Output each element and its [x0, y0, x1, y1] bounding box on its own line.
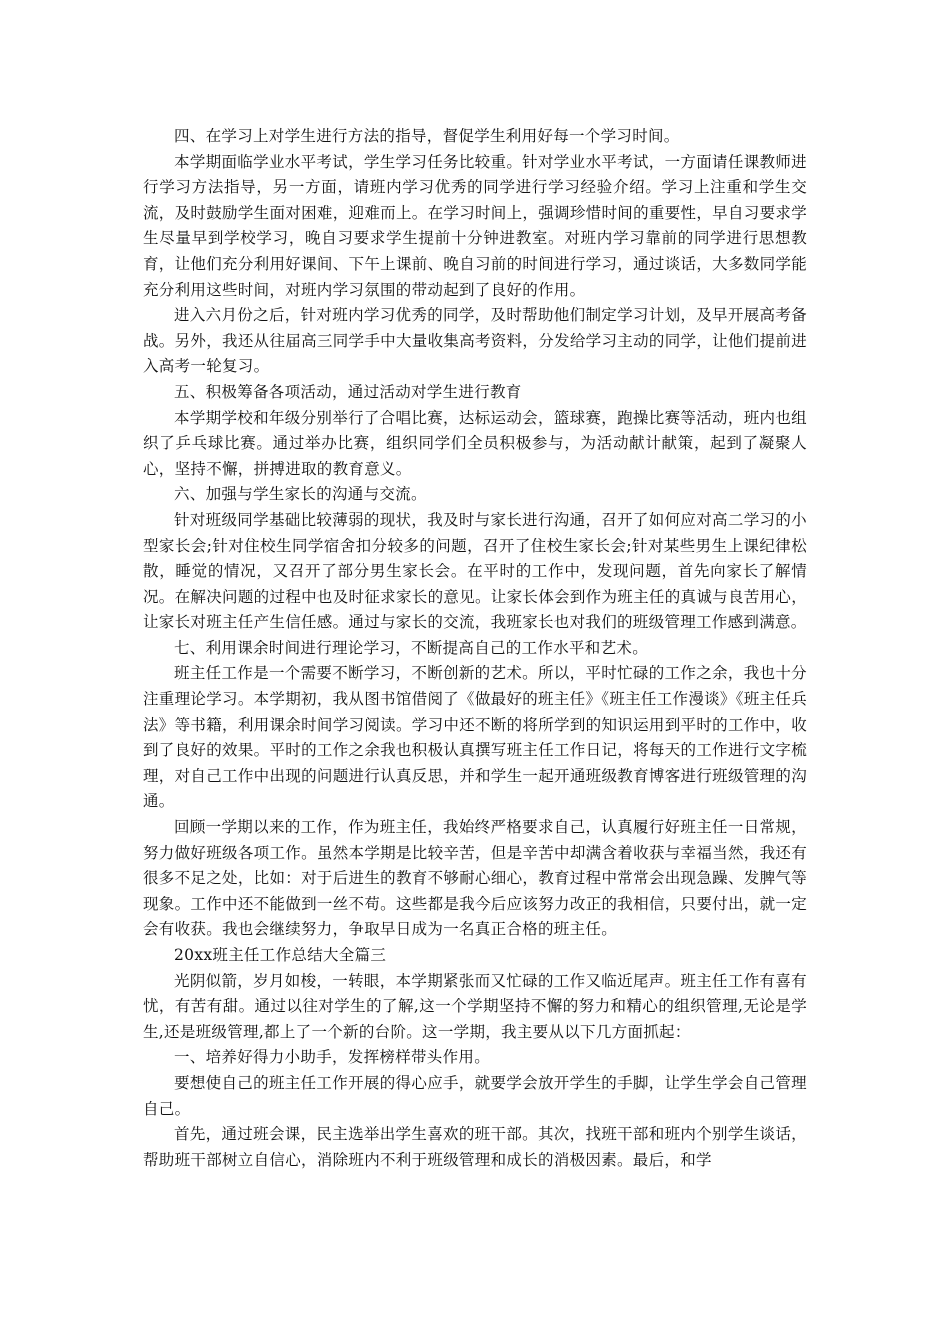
- paragraph: 班主任工作是一个需要不断学习，不断创新的艺术。所以，平时忙碌的工作之余，我也十分注重理论学习。本学期初，我从图书馆借阅了《做最好的班主任》《班主任工作漫谈》《班主任兵法》等书籍，利用课余时间学习阅读。学习中还不断的将所学到的知识运用到平时的工作中，收到了良好的效果。平时的工作之余我也积极认真撰写班主任工作日记，将每天的工作进行文字梳理，对自己工作中出现的问题进行认真反思，并和学生一起开通班级教育博客进行班级管理的沟通。: [143, 664, 807, 811]
- paragraph: 本学期学校和年级分别举行了合唱比赛，达标运动会，篮球赛，跑操比赛等活动，班内也组织了乒乓球比赛。通过举办比赛，组织同学们全员积极参与，为活动献计献策，起到了凝聚人心，坚持不懈，拼搏进取的教育意义。: [143, 408, 807, 478]
- paragraph: 本学期面临学业水平考试，学生学习任务比较重。针对学业水平考试，一方面请任课教师进行学习方法指导，另一方面，请班内学习优秀的同学进行学习经验介绍。学习上注重和学生交流，及时鼓励学生面对困难，迎难而上。在学习时间上，强调珍惜时间的重要性，早自习要求学生尽量早到学校学习，晚自习要求学生提前十分钟进教室。对班内学习靠前的同学进行思想教育，让他们充分利用好课间、下午上课前、晚自习前的时间进行学习，通过谈话，大多数同学能充分利用这些时间，对班内学习氛围的带动起到了良好的作用。: [143, 152, 807, 299]
- paragraph: 首先，通过班会课，民主选举出学生喜欢的班干部。其次，找班干部和班内个别学生谈话，帮助班干部树立自信心，消除班内不利于班级管理和成长的消极因素。最后，和学: [143, 1125, 807, 1169]
- paragraph: 回顾一学期以来的工作，作为班主任，我始终严格要求自己，认真履行好班主任一日常规，努力做好班级各项工作。虽然本学期是比较辛苦，但是辛苦中却满含着收获与幸福当然，我还有很多不足之处，比如：对于后进生的教育不够耐心细心，教育过程中常常会出现急躁、发脾气等现象。工作中还不能做到一丝不苟。这些都是我今后应该努力改正的我相信，只要付出，就一定会有收获。我也会继续努力，争取早日成为一名真正合格的班主任。: [143, 818, 807, 939]
- paragraph: 要想使自己的班主任工作开展的得心应手，就要学会放开学生的手脚，让学生学会自己管理自己。: [143, 1073, 807, 1118]
- paragraph: 针对班级同学基础比较薄弱的现状，我及时与家长进行沟通，召开了如何应对高二学习的小型家长会;针对住校生同学宿舍扣分较多的问题，召开了住校生家长会;针对某些男生上课纪律松散，睡觉的情况，又召开了部分男生家长会。在平时的工作中，发现问题，首先向家长了解情况。在解决问题的过程中也及时征求家长的意见。让家长体会到作为班主任的真诚与良苦用心，让家长对班主任产生信任感。通过与家长的交流，我班家长也对我们的班级管理工作感到满意。: [143, 510, 807, 632]
- section-heading-4: 四、在学习上对学生进行方法的指导，督促学生利用好每一个学习时间。: [174, 127, 680, 145]
- article-title: 20xx班主任工作总结大全篇三: [174, 946, 387, 964]
- paragraph: 光阴似箭，岁月如梭，一转眼，本学期紧张而又忙碌的工作又临近尾声。班主任工作有喜有忧，有苦有甜。通过以往对学生的了解,这一个学期坚持不懈的努力和精心的组织管理,无论是学生,还是班级管理,都上了一个新的台阶。这一学期，我主要从以下几方面抓起：: [143, 971, 807, 1041]
- paragraph: 进入六月份之后，针对班内学习优秀的同学，及时帮助他们制定学习计划，及早开展高考备战。另外，我还从往届高三同学手中大量收集高考资料，分发给学习主动的同学，让他们提前进入高考一轮复习。: [143, 306, 807, 376]
- section-heading-5: 五、积极筹备各项活动，通过活动对学生进行教育: [174, 382, 522, 401]
- document-body: [143, 124, 807, 1173]
- section-heading-1: 一、培养好得力小助手，发挥榜样带头作用。: [174, 1048, 491, 1067]
- section-heading-6: 六、加强与学生家长的沟通与交流。: [174, 485, 427, 504]
- section-heading-7: 七、利用课余时间进行理论学习，不断提高自己的工作水平和艺术。: [174, 638, 649, 657]
